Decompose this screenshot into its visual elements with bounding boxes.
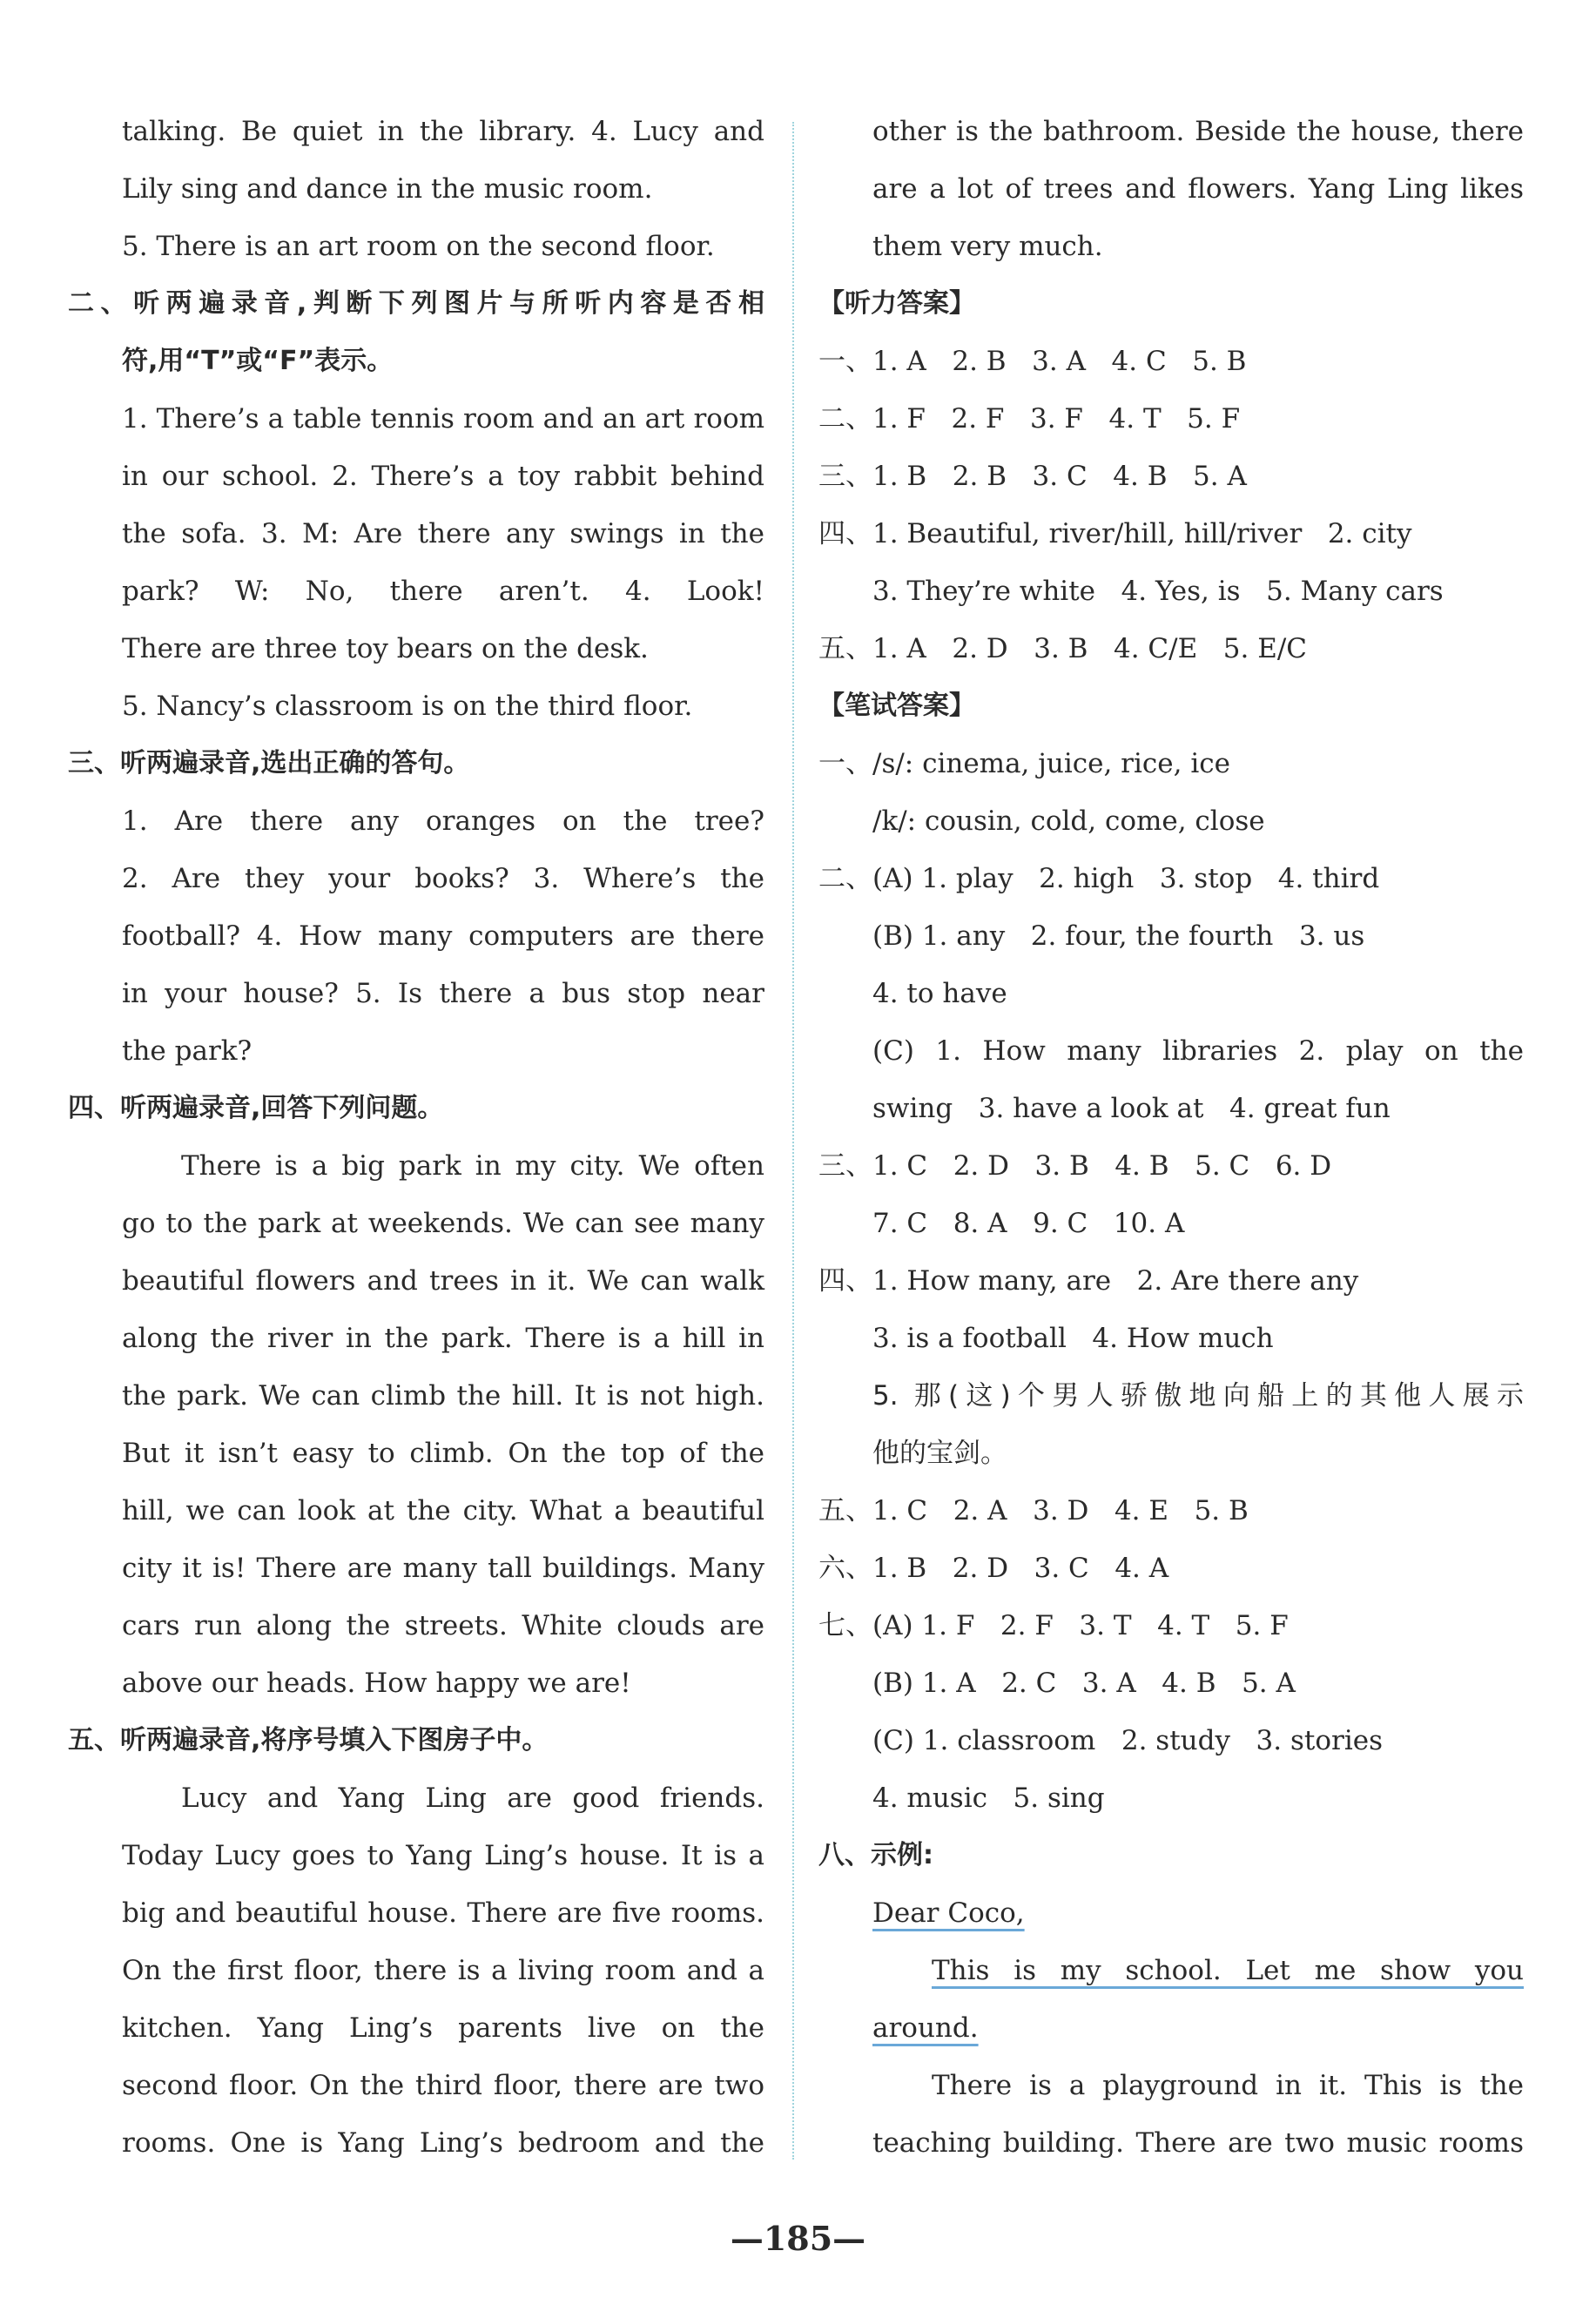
- left-column-line: go to the park at weekends. We can see many: [122, 1208, 764, 1239]
- left-column-line: above our heads. How happy we are!: [122, 1668, 631, 1699]
- left-column-line: On the first floor, there is a living room and a: [122, 1955, 764, 1986]
- right-column-line: 【听力答案】: [818, 288, 975, 319]
- column-divider: [792, 122, 794, 2160]
- right-column-line: (B) 1. any 2. four, the fourth 3. us: [872, 920, 1365, 952]
- right-column: [818, 103, 1524, 2172]
- left-column-line: 5. Nancy’s classroom is on the third floor.: [122, 691, 693, 722]
- right-column-line: 5. 那(这)个男人骄傲地向船上的其他人展示: [872, 1380, 1524, 1412]
- left-column-line: 三、听两遍录音,选出正确的答句。: [68, 748, 470, 778]
- right-column-line: 六、1. B 2. D 3. C 4. A: [818, 1553, 1169, 1584]
- right-column-line: 3. They’re white 4. Yes, is 5. Many cars: [872, 576, 1444, 607]
- right-column-line: 五、1. A 2. D 3. B 4. C/E 5. E/C: [818, 633, 1308, 664]
- left-column-line: talking. Be quiet in the library. 4. Lucy and: [122, 116, 764, 147]
- right-column-line: swing 3. have a look at 4. great fun: [872, 1093, 1391, 1124]
- right-column-line: (B) 1. A 2. C 3. A 4. B 5. A: [872, 1668, 1296, 1699]
- left-column-line: in our school. 2. There’s a toy rabbit behind: [122, 461, 764, 492]
- left-column-line: 1. There’s a table tennis room and an art room: [122, 403, 764, 435]
- right-column-line: /k/: cousin, cold, come, close: [872, 805, 1265, 837]
- left-column-line: 5. There is an art room on the second floor.: [122, 231, 715, 262]
- right-column-line: 4. to have: [872, 978, 1007, 1009]
- right-column-line: 二、1. F 2. F 3. F 4. T 5. F: [818, 403, 1241, 435]
- right-column-line: other is the bathroom. Beside the house, there: [872, 116, 1524, 147]
- left-column-line: in your house? 5. Is there a bus stop near: [122, 978, 764, 1009]
- page-number: —185—: [730, 2219, 866, 2258]
- left-column-line: hill, we can look at the city. What a beautiful: [122, 1495, 764, 1526]
- left-column-line: Today Lucy goes to Yang Ling’s house. It is a: [122, 1840, 764, 1871]
- left-column-line: 四、听两遍录音,回答下列问题。: [68, 1093, 444, 1123]
- right-column-line: 4. music 5. sing: [872, 1782, 1105, 1814]
- left-column-line: But it isn’t easy to climb. On the top of the: [122, 1438, 764, 1469]
- left-column-line: along the river in the park. There is a hill in: [122, 1323, 764, 1354]
- right-column-line: teaching building. There are two music rooms: [872, 2127, 1524, 2159]
- left-column-line: city it is! There are many tall buildings. Many: [122, 1553, 764, 1584]
- left-column-line: 二、听两遍录音,判断下列图片与所听内容是否相: [68, 288, 764, 319]
- right-column-line: 他的宝剑。: [872, 1438, 1007, 1469]
- right-column-line: around.: [872, 2012, 979, 2044]
- right-column-line: 三、1. B 2. B 3. C 4. B 5. A: [818, 461, 1247, 492]
- left-column-line: the park?: [122, 1035, 253, 1067]
- right-column-line: 八、示例:: [818, 1840, 933, 1870]
- left-column-line: park? W: No, there aren’t. 4. Look!: [122, 576, 764, 607]
- left-column-line: 符,用“T”或“F”表示。: [122, 346, 394, 376]
- right-column-line: 一、1. A 2. B 3. A 4. C 5. B: [818, 346, 1247, 377]
- left-column-line: cars run along the streets. White clouds are: [122, 1610, 764, 1641]
- right-column-line: 7. C 8. A 9. C 10. A: [872, 1208, 1185, 1239]
- left-column-line: beautiful flowers and trees in it. We can walk: [122, 1265, 764, 1297]
- right-column-line: 四、1. Beautiful, river/hill, hill/river 2. city: [818, 518, 1412, 549]
- right-column-line: 三、1. C 2. D 3. B 4. B 5. C 6. D: [818, 1150, 1332, 1182]
- right-column-line: (C) 1. classroom 2. study 3. stories: [872, 1725, 1384, 1756]
- left-column-line: the park. We can climb the hill. It is not high.: [122, 1380, 764, 1412]
- right-column-line: 二、(A) 1. play 2. high 3. stop 4. third: [818, 863, 1380, 894]
- right-column-line: 四、1. How many, are 2. Are there any: [818, 1265, 1359, 1297]
- left-column-line: the sofa. 3. M: Are there any swings in the: [122, 518, 764, 549]
- right-column-line: 七、(A) 1. F 2. F 3. T 4. T 5. F: [818, 1610, 1289, 1641]
- left-column-line: football? 4. How many computers are there: [122, 920, 764, 952]
- left-column-line: 2. Are they your books? 3. Where’s the: [122, 863, 764, 894]
- right-column-line: are a lot of trees and flowers. Yang Ling likes: [872, 173, 1524, 205]
- right-column-line: This is my school. Let me show you: [932, 1955, 1524, 1986]
- right-column-line: 【笔试答案】: [818, 691, 975, 721]
- right-column-line: 3. is a football 4. How much: [872, 1323, 1274, 1354]
- left-column: [68, 103, 764, 2172]
- right-column-line: There is a playground in it. This is the: [932, 2070, 1524, 2101]
- left-column-line: 五、听两遍录音,将序号填入下图房子中。: [68, 1725, 549, 1756]
- left-column-line: big and beautiful house. There are five rooms.: [122, 1897, 764, 1929]
- left-column-line: 1. Are there any oranges on the tree?: [122, 805, 764, 837]
- right-column-line: (C) 1. How many libraries 2. play on the: [872, 1035, 1524, 1067]
- right-column-line: Dear Coco,: [872, 1897, 1025, 1929]
- left-column-line: There is a big park in my city. We often: [181, 1150, 764, 1182]
- left-column-line: second floor. On the third floor, there are two: [122, 2070, 764, 2101]
- right-column-line: 五、1. C 2. A 3. D 4. E 5. B: [818, 1495, 1249, 1526]
- left-column-line: rooms. One is Yang Ling’s bedroom and the: [122, 2127, 764, 2159]
- left-column-line: Lily sing and dance in the music room.: [122, 173, 653, 205]
- left-column-line: Lucy and Yang Ling are good friends.: [181, 1782, 764, 1814]
- right-column-line: them very much.: [872, 231, 1103, 262]
- left-column-line: There are three toy bears on the desk.: [122, 633, 649, 664]
- right-column-line: 一、/s/: cinema, juice, rice, ice: [818, 748, 1230, 779]
- left-column-line: kitchen. Yang Ling’s parents live on the: [122, 2012, 764, 2044]
